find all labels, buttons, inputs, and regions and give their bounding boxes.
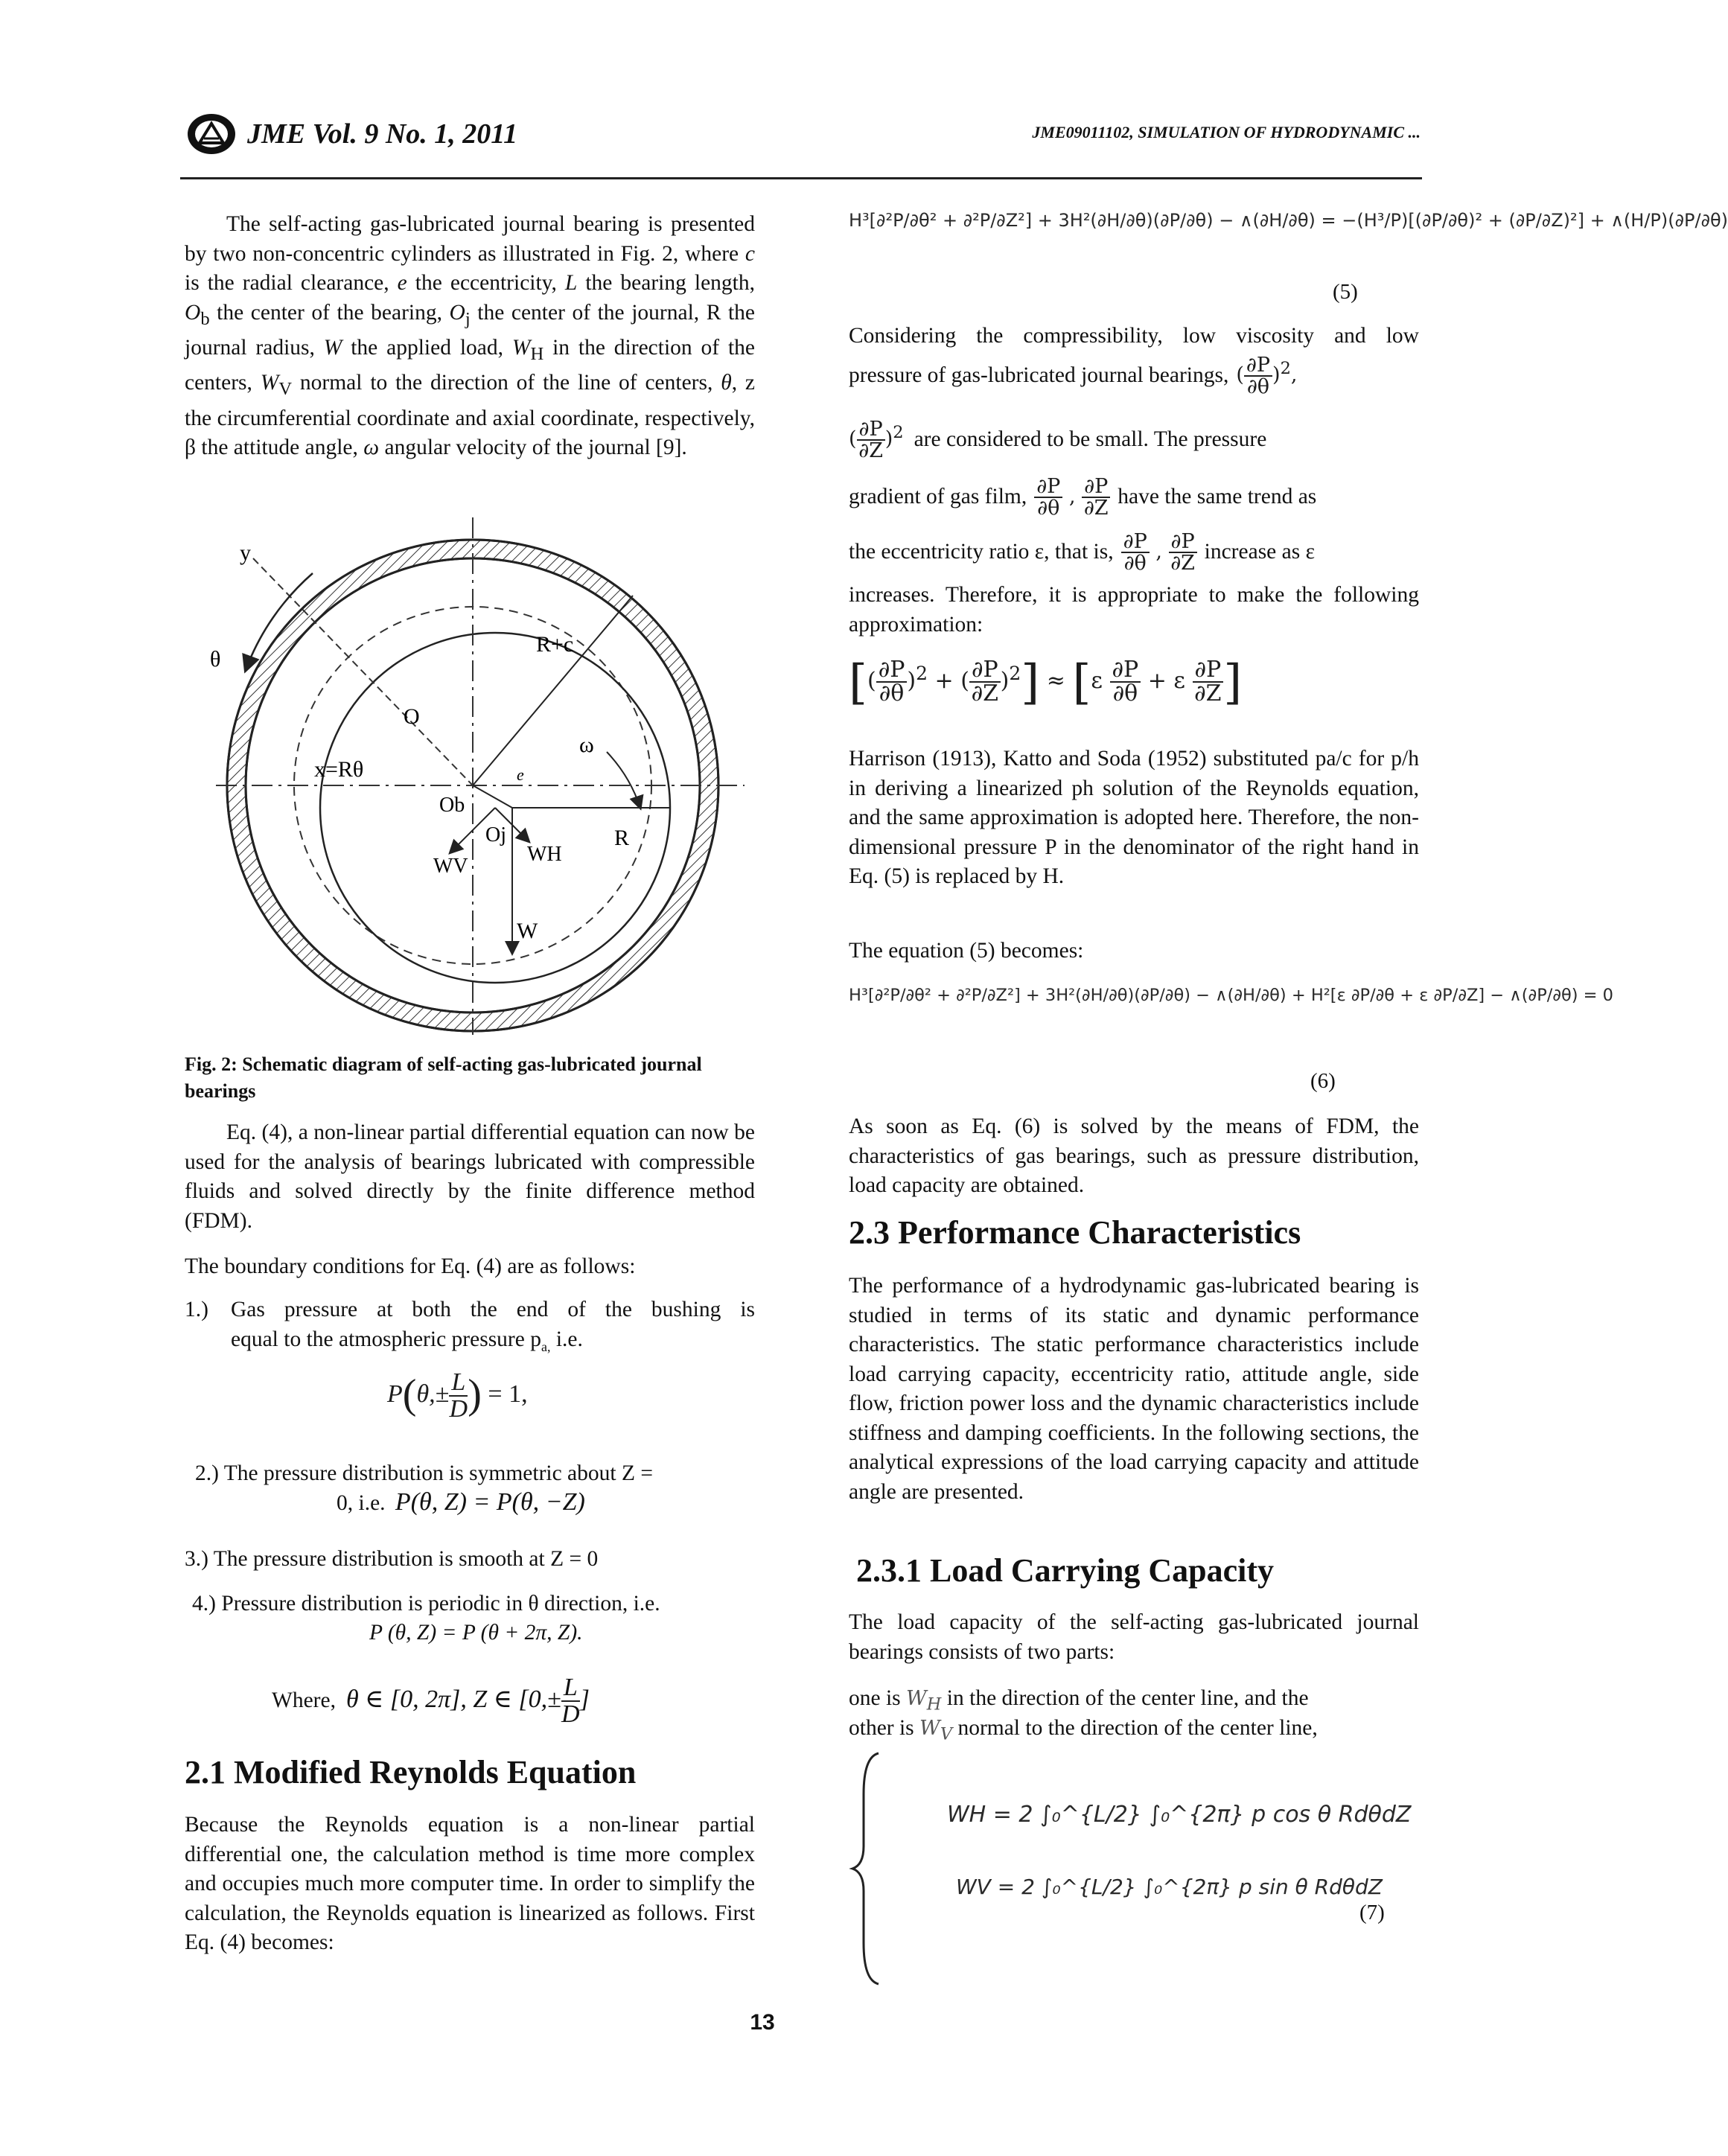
- wv-symbol: $W_V$: [919, 1717, 953, 1744]
- dp-dtheta-squared: ( $\frac{\partial P}{\partial\theta}$ )$^2$,: [1236, 353, 1298, 398]
- fig-label-wh: WH: [527, 843, 562, 866]
- p1-line-b: pressure of gas-lubricated journal bearings, ( $\frac{\partial P}{\partial\theta}$ )$^2$,: [849, 353, 1298, 398]
- load-components-line-2: other is $W_V$ normal to the direction of the center line,: [849, 1716, 1318, 1744]
- equation-5-number: (5): [1333, 280, 1358, 304]
- bc3-line: 3.) The pressure distribution is smooth at Z = 0: [185, 1547, 599, 1571]
- bc2-equation: P(θ, Z) = P(θ, −Z): [395, 1488, 585, 1516]
- p1-line-a: Considering the compressibility, low viscosity and low: [849, 324, 1419, 348]
- bc4-line-b: P (θ, Z) = P (θ + 2π, Z).: [369, 1621, 583, 1645]
- fig-label-x: x=Rθ: [314, 757, 364, 782]
- equation-5: H³[∂²P/∂θ² + ∂²P/∂Z²] + 3H²(∂H/∂θ)(∂P/∂θ) − ∧(∂H/∂θ) = −(H³/P)[(∂P/∂θ)² + (∂P/∂Z)²] + ∧(H/P)(∂P/∂θ): [849, 210, 1728, 231]
- bc-intro: The boundary conditions for Eq. (4) are as follows:: [185, 1254, 636, 1278]
- intro-paragraph: The self-acting gas-lubricated journal bearing is presented by two non-concentric cylinders as illustrated in Fig. 2, where c is the radial clearance, e the eccentricity, L the bearing length, $O_b$ the center of the bearing, $O_j$ the center of the journal, R the journal radius, W the applied load, $W_H$ in the direction of the centers, $W_V$ normal to the direction of the line of centers, θ, z the circumferential coordinate and axial coordinate, respectively, β the attitude angle, ω angular velocity of the journal [9].: [185, 212, 756, 460]
- fig-label-e: e: [517, 765, 524, 784]
- header-rule: [180, 177, 1422, 179]
- section-2-1-heading: 2.1 Modified Reynolds Equation: [185, 1754, 637, 1790]
- bearing-schematic-figure: [201, 514, 752, 1035]
- fig-label-rc: R+c: [536, 632, 574, 657]
- equation-6-number: (6): [1310, 1069, 1336, 1093]
- page-number: 13: [750, 2010, 775, 2035]
- where-equation: θ ∈ [0, 2π], Z ∈ [0,± $\frac{L}{D}$ ]: [345, 1674, 590, 1728]
- gradients-a: $\frac{\partial P}{\partial\theta}$ , $\frac{\partial P}{\partial Z}$: [1034, 476, 1110, 518]
- equation-7b: WV = 2 ∫₀^{L/2} ∫₀^{2π} p sin θ RdθdZ: [956, 1875, 1383, 1899]
- section-2-3-paragraph: The performance of a hydrodynamic gas-lubricated bearing is studied in terms of its static and dynamic performance characteristics. The static performance characteristics include load carrying capacity, eccentricity ratio, attitude angle, side flow, friction power loss and the dynamic characteristics include stiffness and damping coefficients. In the following sections, the analytical expressions of the load carrying capacity and attitude angle are presented.: [849, 1274, 1419, 1504]
- fig-label-y: y: [240, 540, 251, 565]
- equation-7-number: (7): [1359, 1901, 1385, 1924]
- p1-line-h: increases. Therefore, it is appropriate to make the following approximation:: [849, 583, 1419, 637]
- gradients-b: $\frac{\partial P}{\partial\theta}$ , $\frac{\partial P}{\partial Z}$: [1121, 532, 1197, 573]
- p1-line-f: the eccentricity ratio ε, that is, $\frac{\partial P}{\partial\theta}$ , $\frac{\partial P}{\partial Z}$ increase as ε: [849, 530, 1315, 575]
- load-components-line-1: one is $W_H$ in the direction of the center line, and the: [849, 1686, 1309, 1715]
- equation-5-becomes: The equation (5) becomes:: [849, 939, 1084, 963]
- journal-header: [186, 112, 517, 156]
- section-2-1-paragraph: Because the Reynolds equation is a non-linear partial differential one, the calculation method is time more complex and occupies much more computer time. In order to simplify the calculation, the Reynolds equation is linearized as follows. First Eq. (4) becomes:: [185, 1813, 755, 1954]
- journal-logo-icon: [186, 112, 238, 156]
- bc1-equation: P(θ,± $\frac{L}{D}$ ) = 1,: [387, 1368, 528, 1423]
- equation-7-brace: [849, 1750, 893, 1988]
- figure-caption: Fig. 2: Schematic diagram of self-acting gas-lubricated journal bearings: [185, 1053, 702, 1102]
- fig-label-oj: Oj: [485, 823, 506, 846]
- dp-dz-squared: ( $\frac{\partial P}{\partial Z}$ )$^2$: [849, 417, 904, 462]
- journal-title: JME Vol. 9 No. 1, 2011: [247, 118, 518, 150]
- where-label: Where,: [272, 1688, 336, 1713]
- bc1-number: 1.): [185, 1298, 208, 1321]
- fig-label-o: O: [404, 704, 420, 729]
- article-id: JME09011102, SIMULATION OF HYDRODYNAMIC ...: [1032, 123, 1421, 141]
- section-2-3-heading: 2.3 Performance Characteristics: [849, 1214, 1301, 1251]
- equation-7a: WH = 2 ∫₀^{L/2} ∫₀^{2π} p cos θ RdθdZ: [947, 1802, 1412, 1828]
- section-2-3-1-heading: 2.3.1 Load Carrying Capacity: [856, 1552, 1274, 1589]
- where-row: [272, 1675, 590, 1727]
- fig-label-omega: ω: [579, 733, 594, 757]
- fdm-paragraph: As soon as Eq. (6) is solved by the means of FDM, the characteristics of gas bearings, such as pressure distribution, load capacity are obtained.: [849, 1114, 1419, 1197]
- fig-label-r: R: [614, 826, 630, 850]
- fig-label-wv: WV: [433, 855, 468, 878]
- p1-line-d: gradient of gas film, $\frac{\partial P}{\partial\theta}$ , $\frac{\partial P}{\partial Z}$ have the same trend as: [849, 475, 1317, 520]
- bc4-line-a: 4.) Pressure distribution is periodic in θ direction, i.e.: [192, 1592, 660, 1616]
- approximation-equation: [( $\frac{\partial P}{\partial\theta}$ )$^2$ + ( $\frac{\partial P}{\partial Z}$ )$^2$] ≈ [ε $\frac{\partial P}{\partial\theta}$ + ε $\frac{\partial P}{\partial Z}$ ]: [849, 655, 1243, 710]
- bc2-line-a: 2.) The pressure distribution is symmetric about Z =: [195, 1461, 654, 1485]
- wh-symbol: $W_H$: [906, 1687, 942, 1715]
- eq4-paragraph: Eq. (4), a non-linear partial differential equation can now be used for the analysis of bearings lubricated with compressible fluids and solved directly by the finite difference method (FDM).: [185, 1120, 755, 1233]
- p1-line-c: ( $\frac{\partial P}{\partial Z}$ )$^2$ are considered to be small. The pressure: [849, 417, 1267, 462]
- fig-label-w: W: [517, 919, 538, 943]
- fig-label-ob: Ob: [439, 794, 465, 817]
- bc1-line-a: Gas pressure at both the end of the bushing is: [231, 1298, 755, 1321]
- bc2-line-b: 0, i.e. P(θ, Z) = P(θ, −Z): [337, 1488, 585, 1516]
- fig-label-theta: θ: [210, 647, 221, 672]
- load-capacity-paragraph: The load capacity of the self-acting gas-lubricated journal bearings consists of two parts:: [849, 1610, 1419, 1664]
- equation-6: H³[∂²P/∂θ² + ∂²P/∂Z²] + 3H²(∂H/∂θ)(∂P/∂θ) − ∧(∂H/∂θ) + H²[ε ∂P/∂θ + ε ∂P/∂Z] − ∧(∂P/∂θ) = 0: [849, 986, 1613, 1005]
- bc1-line-b: equal to the atmospheric pressure $p_{a,}$ i.e.: [231, 1327, 583, 1354]
- harrison-paragraph: Harrison (1913), Katto and Soda (1952) substituted pa/c for p/h in deriving a linearized ph solution of the Reynolds equation, and the same approximation is adopted here. Therefore, the non-dimensional pressure P in the denominator of the right hand in Eq. (5) is replaced by H.: [849, 747, 1419, 888]
